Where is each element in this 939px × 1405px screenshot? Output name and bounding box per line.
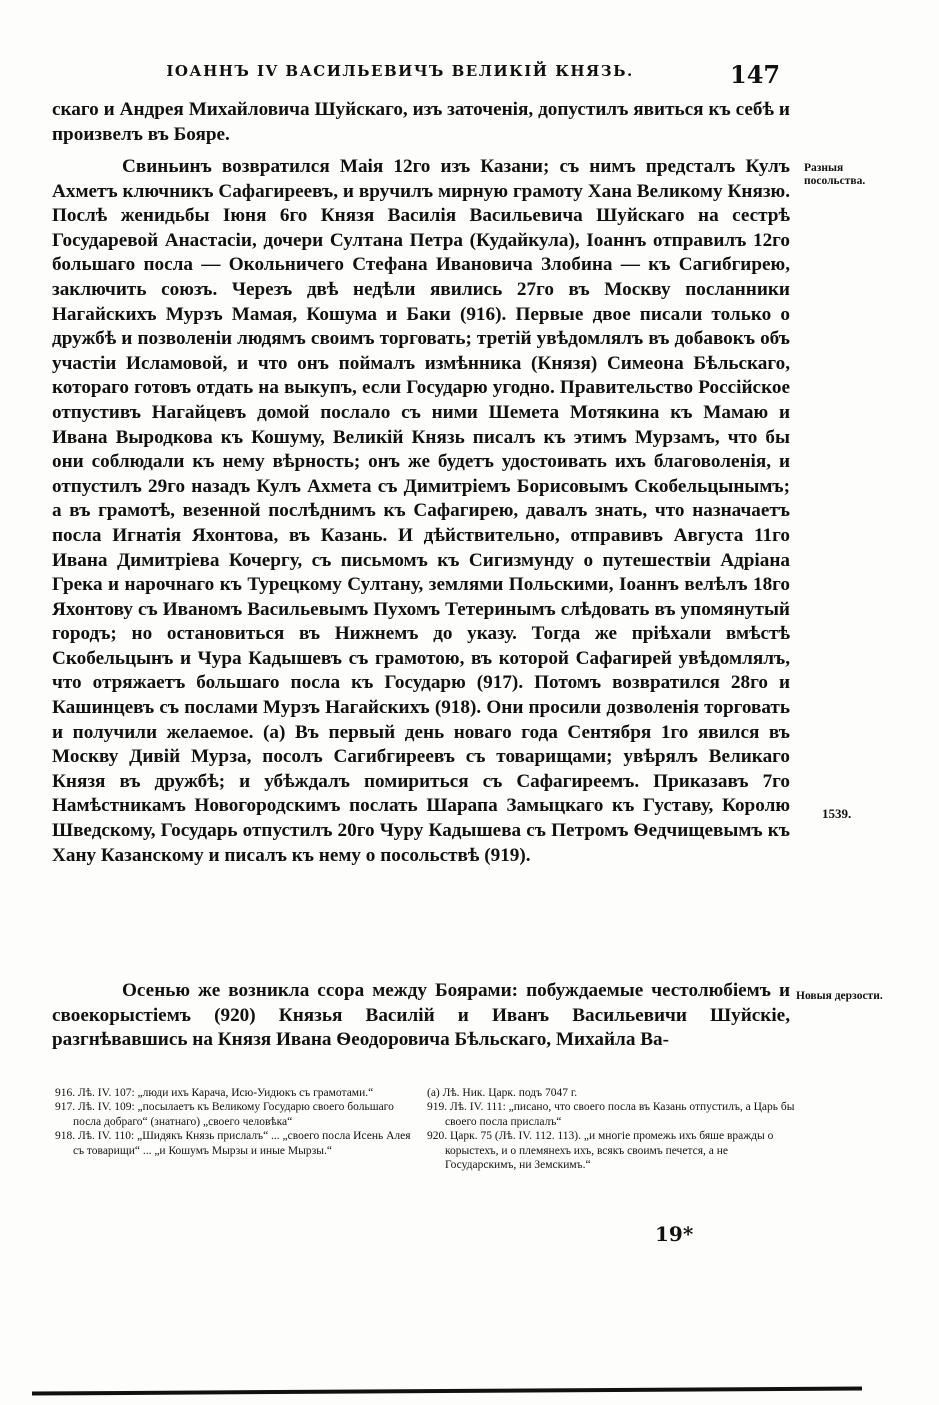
footnote-920: 920. Царк. 75 (Лѣ. IV. 112. 113). „и многіе промежь ихъ бяше вражды о корыстехъ, и о племянехъ ихъ, всякъ своимъ печется, а не Государскимъ, ни Земскимъ.“: [427, 1130, 774, 1172]
margin-note-year: 1539.: [822, 806, 852, 821]
footnotes-right-column: [427, 1086, 797, 1172]
paragraph-1: Свиньинъ возвратился Маія 12го изъ Казани; съ нимъ предсталъ Кулъ Ахметъ ключникъ Сафагиреевъ, и вручилъ мирную грамоту Хана Великому Князю. Послѣ женидьбы Іюня 6го Князя Василія Васильевича Шуйскаго на сестрѣ Государевой Анастасіи, дочери Султана Петра (Кудайкула), Іоаннъ отправилъ 12го большаго посла — Окольничего Стефана Ивановича Злобина — къ Сагибгирею, заключить союзъ. Черезъ двѣ недѣли явились 27го въ Москву посланники Нагайскихъ Мурзъ Мамая, Кошума и Баки (916). Первые двое писали только о дружбѣ и позволеніи людямъ своимъ торговать; третій увѣдомлялъ въ добавокъ объ участіи Исламовой, и что онъ поймалъ измѣнника (Князя) Симеона Бѣльскаго, котораго готовъ отдать на выкупъ, если Государю угодно. Правительство Россійское отпустивъ Нагайцевъ домой послало съ ними Шемета Мотякина къ Мамаю и Ивана Выродкова къ Кошуму, Великій Князь писалъ къ этимъ Мурзамъ, что бы они соблюдали къ нему вѣрность; онъ же будетъ удостоивать ихъ благоволенія, и отпустилъ 29го назадъ Кулъ Ахмета съ Димитріемъ Борисовымъ Скобельцынымъ; а въ грамотѣ, везенной послѣднимъ къ Сафагирею, давалъ знать, что назначаетъ посла Игнатія Яхонтова, въ Казань. И дѣйствительно, отправивъ Августа 11го Ивана Димитріева Кочергу, съ письмомъ къ Сигизмунду о путешествіи Адріана Грека и нарочнаго къ Турецкому Султану, землями Польскими, Іоаннъ велѣлъ 18го Яхонтову съ Иваномъ Васильевымъ Пухомъ Тетеринымъ слѣдовать въ упомянутый городъ; но остановиться въ Нижнемъ до указу. Тогда же пріѣхали вмѣстѣ Скобельцынъ и Чура Кадышевъ съ грамотою, въ которой Сафагирей увѣдомлялъ, что отряжаетъ большаго посла къ Государю (917). Потомъ возвратился 28го и Кашинцевъ съ послами Мурзъ Нагайскихъ (918). Они просили дозволенія торговать и получили желаемое. (а) Въ первый день новаго года Сентября 1го явился въ Москву Дивій Мурза, посолъ Сагибгиреевъ съ товарищами; увѣрялъ Великаго Князя въ дружбѣ; и убѣждалъ помириться съ Сафагиреемъ. Приказавъ 7го Намѣстникамъ Новогородскимъ послать Шарапа Замыцкаго къ Густаву, Королю Шведскому, Государь отпустилъ 20го Чуру Кадышева съ Петромъ Ѳедчищевымъ къ Хану Казанскому и писалъ къ нему о посольствѣ (919).: [52, 156, 790, 866]
page-number: 147: [730, 60, 781, 89]
bottom-rule: [32, 1386, 862, 1395]
margin-note-embassies: Разныя посольства.: [804, 162, 866, 187]
paragraph-2: Осенью же возникла ссора между Боярами: побуждаемые честолюбіемъ и своекорыстіемъ (920) Князья Василій и Иванъ Васильевичи Шуйскіе, разгнѣвавшись на Князя Ивана Ѳеодоровича Бѣльскаго, Михайла Ва-: [52, 980, 790, 1051]
running-head: ІОАННЪ IV ВАСИЛЬЕВИЧЪ ВЕЛИКІЙ КНЯЗЬ.: [166, 62, 634, 80]
footnote-a: (а) Лѣ. Ник. Царк. подъ 7047 г.: [427, 1087, 578, 1099]
footnotes-left-column: [55, 1086, 423, 1158]
margin-note-insolence: Новыя дерзости.: [796, 990, 883, 1002]
footnote-917: 917. Лѣ. IV. 109: „посылаетъ къ Великому Государю своего большаго посла добраго“ (знатнаго) „своего человѣка“: [55, 1101, 394, 1128]
intro-text: скаго и Андрея Михайловича Шуйскаго, изъ заточенія, допустилъ явиться къ себѣ и произвелъ въ Бояре.: [52, 99, 790, 145]
footnote-918: 918. Лѣ. IV. 110: „Шидякъ Князь прислалъ“ ... „своего посла Исень Алея съ товарищи“ ... „и Кошумъ Мырзы и иные Мырзы.“: [55, 1130, 411, 1157]
footnote-919: 919. Лѣ. IV. 111: „писано, что своего посла въ Казань отпустилъ, а Царь бы своего посла прислалъ“: [427, 1101, 795, 1128]
signature-mark: 19*: [655, 1222, 694, 1246]
footnote-916: 916. Лѣ. IV. 107: „люди ихъ Карача, Исю-Уидюкъ съ грамотами.“: [55, 1087, 374, 1099]
